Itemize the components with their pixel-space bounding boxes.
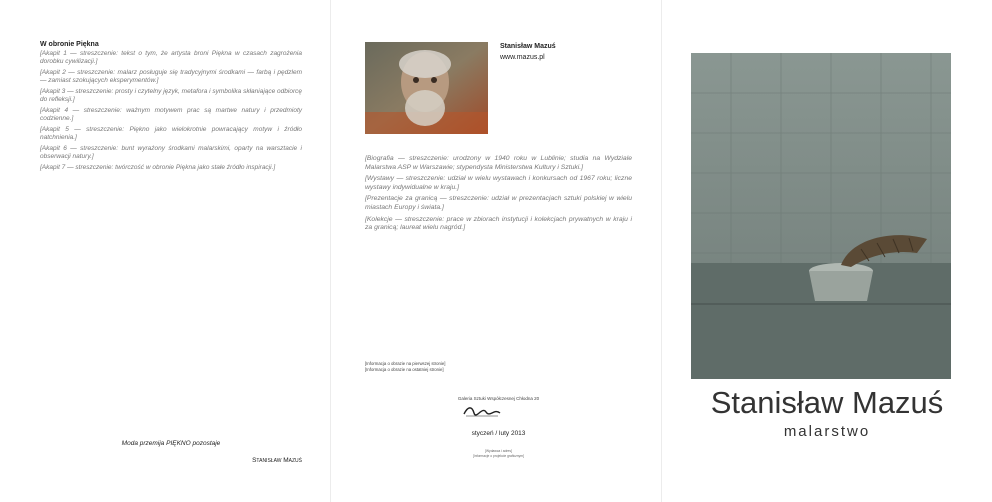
essay-body [40, 50, 302, 175]
gallery-name: Galeria Sztuki Współczesnej Chłodna 20 [457, 396, 540, 401]
imprint-line: [Informacje o projekcie graficznym] [473, 453, 524, 458]
essay-paragraph: [Akapit 3 — streszczenie: prosty i czytelny język, metafora i symbolika skłaniające odbiorcę do refleksji.] [40, 88, 302, 103]
cover-painting-image [691, 53, 951, 379]
gallery-logo-icon [462, 404, 502, 418]
bio-paragraph: [Prezentacje za granicą — streszczenie: udział w prezentacjach sztuki polskiej w wielu miastach Europy i świata.] [365, 195, 632, 211]
imprint-line: [Wydawca i adres] [485, 449, 512, 453]
bio-paragraph: [Kolekcje — streszczenie: prace w zbiorach instytucji i kolekcjach prywatnych w kraju i za granicą; laureat wielu nagród.] [365, 215, 632, 232]
cover-painting-note: [Informacja o obrazie na pierwszej stronie] [365, 361, 446, 366]
bio-paragraph: [Biografia — streszczenie: urodzony w 1940 roku w Lublinie; studia na Wydziale Malarstwa ASP w Warszawie; stypendysta Ministerstwa Kultury i Sztuki.] [365, 155, 632, 171]
essay-motto: Moda przemija PIĘKNO pozostaje [121, 440, 221, 447]
essay-paragraph: [Akapit 4 — streszczenie: ważnym motywem prac są martwe natury i przedmioty codzienne.] [40, 107, 302, 122]
bio-paragraph: [Wystawy — streszczenie: udział w wielu wystawach i konkursach od 1967 roku; liczne wystawy indywidualne w kraju.] [365, 175, 632, 191]
artist-website-link[interactable]: www.mazus.pl [500, 54, 545, 61]
painting-notes [365, 361, 545, 373]
imprint [365, 449, 632, 458]
essay-paragraph: [Akapit 5 — streszczenie: Piękno jako wielokrotnie powracający motyw i źródło natchnienia.] [40, 126, 302, 141]
essay-signature: Stanisław Mazuś [252, 457, 302, 464]
exhibition-date: styczeń / luty 2013 [471, 430, 526, 437]
essay-paragraph: [Akapit 1 — streszczenie: tekst o tym, że artysta broni Piękna w czasach zagrożenia dorobku cywilizacji.] [40, 50, 302, 65]
back-painting-note: [Informacja o obrazie na ostatniej stronie] [365, 367, 444, 372]
essay-paragraph: [Akapit 7 — streszczenie: twórczość w obronie Piękna jako stałe źródło inspiracji.] [40, 164, 276, 171]
essay-paragraph: [Akapit 2 — streszczenie: malarz posługuje się tradycyjnymi środkami — farbą i pędzlem — zamiast szokujących eksperymentów.] [40, 69, 302, 84]
cover-title: Stanisław Mazuś [710, 385, 944, 420]
artist-portrait-image [365, 42, 488, 134]
middle-panel [331, 0, 661, 502]
left-panel [0, 0, 330, 502]
essay-heading: W obronie Piękna [40, 41, 99, 48]
cover-subtitle: malarstwo [783, 423, 871, 440]
essay-paragraph: [Akapit 6 — streszczenie: bunt wyrażony środkami malarskimi, oparty na warsztacie i obserwacji natury.] [40, 145, 302, 160]
right-panel [662, 0, 992, 502]
artist-name: Stanisław Mazuś [500, 43, 556, 50]
artist-bio [365, 155, 632, 236]
